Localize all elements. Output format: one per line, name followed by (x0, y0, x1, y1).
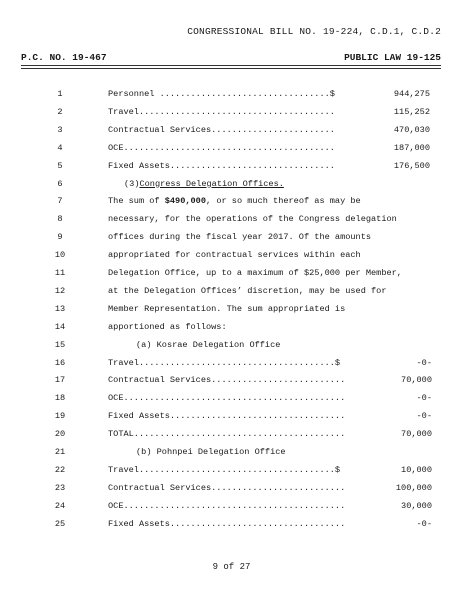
line-number: 8 (57, 214, 63, 225)
line-number: 14 (54, 321, 66, 332)
line-text (108, 194, 361, 208)
line-amount: -0- (416, 518, 432, 529)
bill-line (0, 481, 463, 495)
line-text: Contractual Services.......................... (108, 375, 346, 386)
bill-line (0, 302, 463, 316)
line-text: Travel......................................$ (108, 464, 341, 475)
bill-line (0, 159, 463, 173)
line-amount: 944,275 (393, 89, 430, 99)
line-amount: 70,000 (401, 429, 432, 440)
appropriation-amount: $490,000 (164, 196, 206, 207)
public-law-number: PUBLIC LAW 19-125 (344, 52, 441, 63)
bill-line (0, 463, 463, 477)
line-number: 25 (54, 518, 66, 529)
section-heading: Congress Delegation Offices. (139, 178, 284, 189)
line-number: 9 (57, 232, 63, 243)
line-text (124, 177, 284, 191)
bill-line (0, 338, 463, 352)
bill-line (0, 391, 463, 405)
bill-line (0, 141, 463, 155)
line-number: 17 (54, 375, 66, 386)
line-number: 18 (54, 393, 66, 404)
text-after: , or so much thereof as may be (206, 196, 361, 207)
line-number: 11 (54, 268, 66, 278)
page-number: 9 of 27 (212, 562, 251, 572)
line-text: Fixed Assets.................................. (108, 518, 346, 529)
subsection-heading: (a) Kosrae Delegation Office (136, 339, 281, 350)
bill-line (0, 194, 463, 208)
line-number: 21 (54, 447, 66, 457)
bill-line (0, 87, 463, 101)
line-number: 20 (54, 429, 66, 440)
line-text: OCE........................................... (108, 500, 346, 511)
line-text: offices during the fiscal year 2017. Of the amounts (108, 232, 372, 243)
bill-line (0, 517, 463, 531)
bill-line (0, 499, 463, 513)
line-text: Contractual Services........................ (108, 124, 335, 135)
line-number: 4 (57, 142, 63, 153)
line-text: necessary, for the operations of the Congress delegation (108, 214, 397, 225)
text-before: The sum of (108, 196, 165, 207)
line-text: Travel...................................... (108, 106, 335, 117)
line-amount: -0- (416, 411, 432, 422)
line-number: 6 (57, 178, 63, 189)
line-number: 23 (54, 482, 66, 493)
line-number: 3 (57, 124, 63, 135)
line-text: OCE........................................... (108, 393, 346, 404)
line-text: apportioned as follows: (108, 321, 227, 332)
line-amount: 10,000 (401, 464, 432, 475)
line-number: 10 (54, 250, 66, 261)
line-number: 19 (54, 411, 66, 422)
line-text: Personnel .................................$ (108, 89, 335, 99)
bill-line (0, 177, 463, 191)
line-amount: 187,000 (393, 142, 430, 153)
line-number: 22 (54, 464, 66, 475)
line-text: Fixed Assets.................................. (108, 411, 346, 422)
line-amount: 115,252 (393, 106, 430, 117)
bill-line (0, 105, 463, 119)
header-rule-bottom (21, 68, 441, 69)
bill-line (0, 427, 463, 441)
bill-line (0, 373, 463, 387)
line-number: 12 (54, 285, 66, 296)
bill-line (0, 320, 463, 334)
bill-line (0, 248, 463, 262)
line-amount: 100,000 (395, 482, 432, 493)
bill-line (0, 445, 463, 459)
bill-line (0, 409, 463, 423)
section-prefix: (3) (124, 178, 140, 189)
bill-line (0, 284, 463, 298)
line-number: 15 (54, 339, 66, 350)
line-text: Contractual Services.......................... (108, 482, 346, 493)
pc-number: P.C. NO. 19-467 (21, 52, 107, 63)
line-amount: -0- (416, 357, 432, 368)
line-text: Member Representation. The sum appropriated is (108, 303, 346, 314)
line-number: 7 (57, 196, 63, 207)
line-number: 2 (57, 106, 63, 117)
line-text: at the Delegation Offices’ discretion, may be used for (108, 285, 387, 296)
line-text: Travel......................................$ (108, 357, 341, 368)
line-text: OCE......................................... (108, 142, 335, 153)
line-number: 1 (57, 89, 63, 99)
header-row (21, 52, 441, 63)
line-amount: 470,030 (393, 124, 430, 135)
header-rule-top (21, 65, 441, 66)
line-amount: 70,000 (401, 375, 432, 386)
bill-line (0, 123, 463, 137)
line-amount: 30,000 (401, 500, 432, 511)
line-number: 24 (54, 500, 66, 511)
line-amount: 176,500 (393, 160, 430, 171)
line-text: Fixed Assets................................ (108, 160, 335, 171)
bill-line (0, 230, 463, 244)
subsection-heading: (b) Pohnpei Delegation Office (136, 447, 286, 457)
line-text: Delegation Office, up to a maximum of $25,000 per Member, (108, 268, 402, 278)
line-number: 13 (54, 303, 66, 314)
line-number: 5 (57, 160, 63, 171)
bill-line (0, 266, 463, 280)
bill-line (0, 356, 463, 370)
line-amount: -0- (416, 393, 432, 404)
line-text: appropriated for contractual services within each (108, 250, 361, 261)
line-text: TOTAL......................................... (108, 429, 346, 440)
line-number: 16 (54, 357, 66, 368)
bill-line (0, 212, 463, 226)
bill-number-header: CONGRESSIONAL BILL NO. 19-224, C.D.1, C.D.2 (187, 26, 441, 37)
